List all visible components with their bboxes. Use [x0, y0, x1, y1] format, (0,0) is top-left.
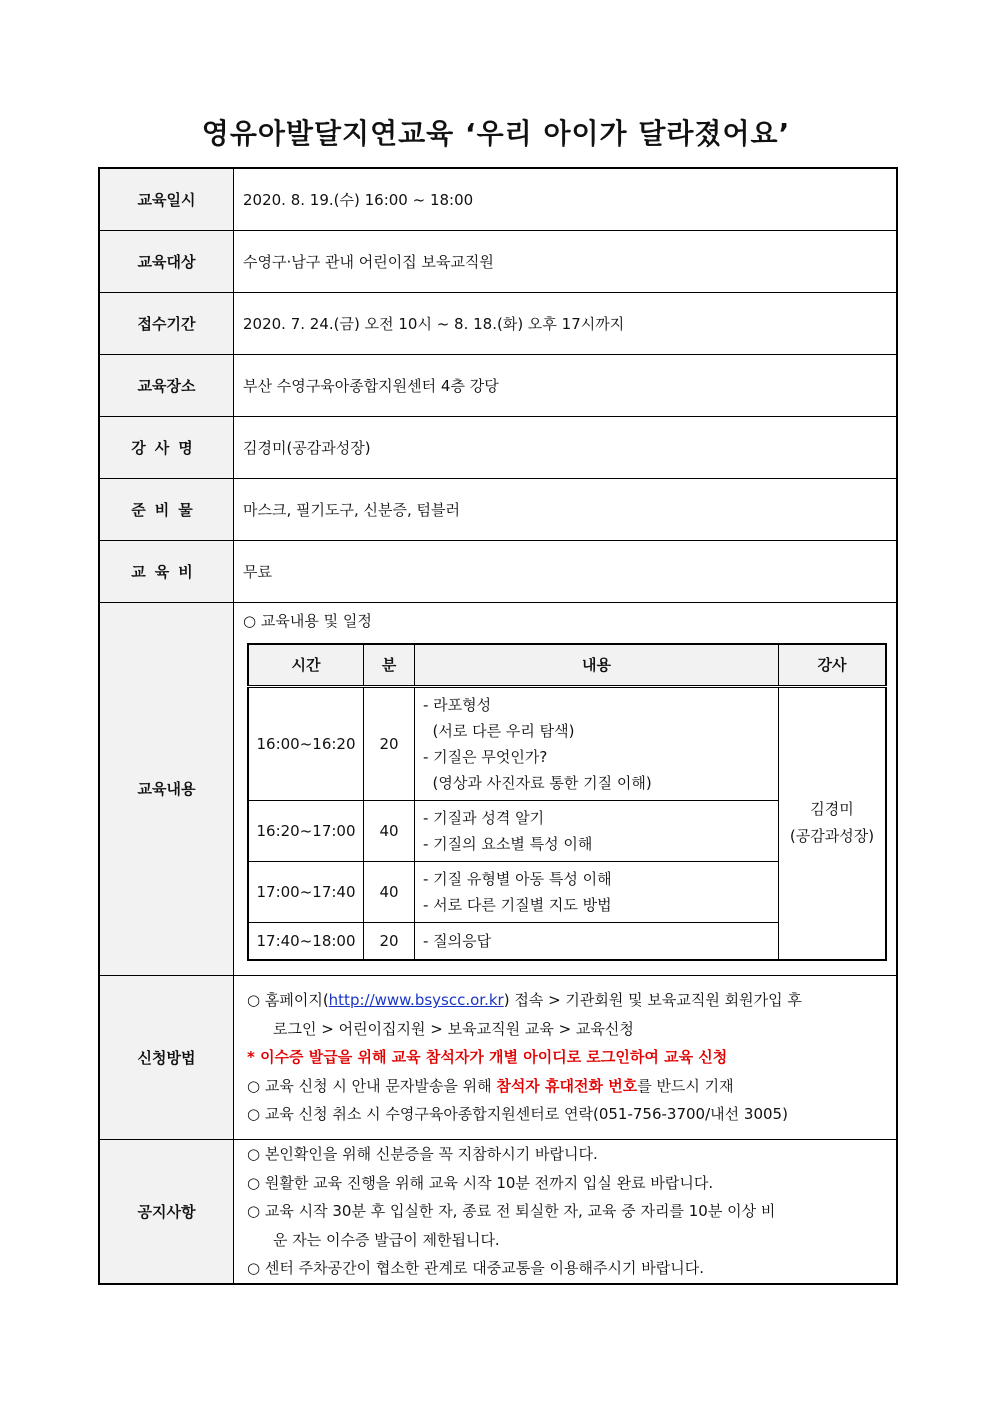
homepage-link[interactable]: http://www.bsyscc.or.kr — [328, 991, 504, 1010]
session-time: 17:40~18:00 — [248, 922, 364, 960]
label-lecturer: 강사명 — [99, 416, 234, 478]
notice-line-2: ○ 원활한 교육 진행을 위해 교육 시작 10분 전까지 입실 완료 바랍니다. — [247, 1173, 714, 1192]
session-line: (서로 다른 우리 탐색) — [423, 721, 575, 740]
content-heading: ○ 교육내용 및 일정 — [243, 611, 372, 630]
session-content — [415, 800, 779, 861]
value-place: 부산 수영구육아종합지원센터 4층 강당 — [234, 354, 898, 416]
session-content — [415, 861, 779, 922]
col-time: 시간 — [248, 644, 364, 687]
session-minutes: 20 — [364, 922, 415, 960]
label-apply: 신청방법 — [99, 976, 234, 1140]
value-fee: 무료 — [234, 540, 898, 602]
session-line: - 기질 유형별 아동 특성 이해 — [423, 869, 612, 888]
info-table — [98, 167, 898, 1285]
label-date: 교육일시 — [99, 168, 234, 230]
label-place: 교육장소 — [99, 354, 234, 416]
notice-line-3b: 운 자는 이수증 발급이 제한됩니다. — [273, 1230, 500, 1249]
value-target: 수영구·남구 관내 어린이집 보육교직원 — [234, 230, 898, 292]
notice-line-4: ○ 센터 주차공간이 협소한 관계로 대중교통을 이용해주시기 바랍니다. — [247, 1259, 704, 1277]
apply-line-1: ○ 홈페이지(http://www.bsyscc.or.kr) 접속 > 기관회원 및 보육교직원 회원가입 후 — [247, 991, 802, 1010]
apply-line-4: ○ 교육 신청 시 안내 문자발송을 위해 참석자 휴대전화 번호를 반드시 기재 — [247, 1076, 734, 1095]
row-content — [99, 602, 897, 976]
row-supplies — [99, 478, 897, 540]
label-content: 교육내용 — [99, 602, 234, 976]
session-line: - 기질과 성격 알기 — [423, 808, 545, 827]
schedule-header — [248, 644, 886, 687]
session-line: - 기질은 무엇인가? — [423, 747, 548, 766]
apply-line-3-warning: * 이수증 발급을 위해 교육 참석자가 개별 아이디로 로그인하여 교육 신청 — [247, 1048, 728, 1067]
session-content — [415, 686, 779, 800]
schedule-table — [247, 643, 887, 962]
table-row — [248, 686, 886, 800]
row-period — [99, 292, 897, 354]
apply-line-2: 로그인 > 어린이집지원 > 보육교직원 교육 > 교육신청 — [273, 1019, 634, 1038]
value-supplies: 마스크, 필기도구, 신분증, 텀블러 — [234, 478, 898, 540]
session-line: - 기질의 요소별 특성 이해 — [423, 834, 593, 853]
row-lecturer — [99, 416, 897, 478]
row-notice — [99, 1140, 897, 1284]
session-line: (영상과 사진자료 통한 기질 이해) — [423, 773, 652, 792]
session-minutes: 40 — [364, 861, 415, 922]
label-notice: 공지사항 — [99, 1140, 234, 1284]
label-target: 교육대상 — [99, 230, 234, 292]
session-minutes: 20 — [364, 686, 415, 800]
session-minutes: 40 — [364, 800, 415, 861]
row-date — [99, 168, 897, 230]
session-time: 16:20~17:00 — [248, 800, 364, 861]
row-target — [99, 230, 897, 292]
notice-line-3: ○ 교육 시작 30분 후 입실한 자, 종료 전 퇴실한 자, 교육 중 자리를 10분 이상 비 — [247, 1202, 776, 1220]
session-time: 16:00~16:20 — [248, 686, 364, 800]
instructor-name: 김경미 — [810, 800, 854, 819]
session-time: 17:00~17:40 — [248, 861, 364, 922]
label-fee: 교육비 — [99, 540, 234, 602]
session-content — [415, 922, 779, 960]
apply-line-5: ○ 교육 신청 취소 시 수영구육아종합지원센터로 연락(051-756-3700/내선 3005) — [247, 1105, 788, 1124]
row-apply — [99, 976, 897, 1140]
label-period: 접수기간 — [99, 292, 234, 354]
session-line: - 라포형성 — [423, 695, 492, 714]
notice-line-1: ○ 본인확인을 위해 신분증을 꼭 지참하시기 바랍니다. — [247, 1145, 598, 1163]
row-place — [99, 354, 897, 416]
row-fee — [99, 540, 897, 602]
session-line: - 질의응답 — [423, 931, 492, 950]
document-title: 영유아발달지연교육 ‘우리 아이가 달라졌어요’ — [201, 117, 791, 150]
col-minutes: 분 — [364, 644, 415, 687]
session-line: - 서로 다른 기질별 지도 방법 — [423, 895, 612, 914]
col-content: 내용 — [415, 644, 779, 687]
value-period: 2020. 7. 24.(금) 오전 10시 ~ 8. 18.(화) 오후 17시까지 — [234, 292, 898, 354]
instructor-cell — [779, 686, 887, 960]
value-lecturer: 김경미(공감과성장) — [234, 416, 898, 478]
value-date: 2020. 8. 19.(수) 16:00 ~ 18:00 — [234, 168, 898, 230]
label-supplies: 준비물 — [99, 478, 234, 540]
col-instructor: 강사 — [779, 644, 887, 687]
instructor-org: (공감과성장) — [789, 827, 875, 846]
